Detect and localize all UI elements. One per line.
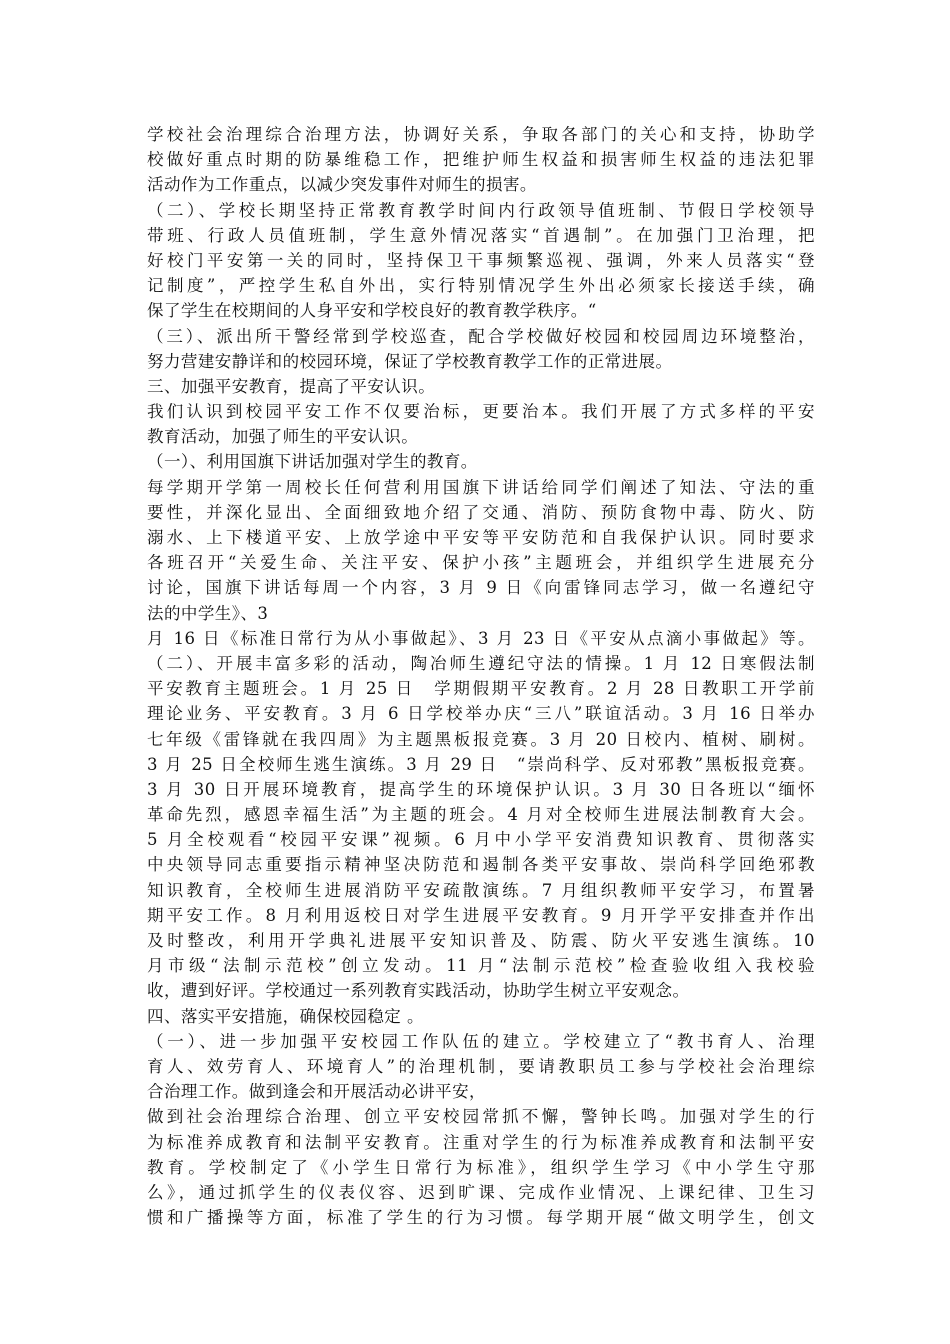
- text-line: 收，遭到好评。学校通过一系列教育实践活动，协助学生树立平安观念。: [147, 981, 690, 1001]
- text-line: 为标准养成教育和法制平安教育。注重对学生的行为标准养成教育和法制平安: [147, 1132, 815, 1152]
- text-line: 三、加强平安教育，提高了平安认识。: [147, 376, 436, 396]
- text-line: 带班、行政人员值班制，学生意外情况落实“首遇制”。在加强门卫治理，把: [147, 225, 815, 245]
- text-line: 各班召开“关爱生命、关注平安、保护小孩”主题班会，并组织学生进展充分: [147, 553, 815, 573]
- text-line: 要性，并深化显出、全面细致地介绍了交通、消防、预防食物中毒、防火、防: [147, 502, 815, 522]
- text-line: 学校社会治理综合治理方法，协调好关系，争取各部门的关心和支持，协助学: [147, 125, 815, 144]
- text-line: 法的中学生》、3: [147, 603, 269, 623]
- text-line: 平安教育主题班会。1 月 25 日 学期假期平安教育。2 月 28 日教职工开学前: [147, 679, 815, 699]
- text-line: 校做好重点时期的防暴维稳工作，把维护师生权益和损害师生权益的违法犯罪: [147, 150, 815, 170]
- text-line: （一）、利用国旗下讲话加强对学生的教育。: [147, 452, 478, 472]
- text-line: 每学期开学第一周校长任何营利用国旗下讲话给同学们阐述了知法、守法的重: [147, 477, 815, 497]
- text-line: 月 16 日《标准日常行为从小事做起》、3 月 23 日《平安从点滴小事做起》等。: [147, 628, 815, 648]
- text-line: 惯和广播操等方面，标准了学生的行为习惯。每学期开展“做文明学生，创文: [147, 1208, 815, 1228]
- text-line: 中央领导同志重要指示精神坚决防范和遏制各类平安事故、崇尚科学回绝邪教: [147, 855, 815, 875]
- text-line: 理论业务、平安教育。3 月 6 日学校举办庆“三八”联谊活动。3 月 16 日举办: [147, 704, 815, 724]
- text-line: 我们认识到校园平安工作不仅要治标，更要治本。我们开展了方式多样的平安: [147, 402, 815, 422]
- text-line: 3 月 30 日开展环境教育，提高学生的环境保护认识。3 月 30 日各班以“缅怀: [147, 779, 815, 799]
- text-line: 教育活动，加强了师生的平安认识。: [147, 427, 419, 447]
- text-line: 记制度”，严控学生私自外出，实行特别情况学生外出必须家长接送手续，确: [147, 276, 815, 296]
- text-line: 溺水、上下楼道平安、上放学途中平安等平安防范和自我保护认识。同时要求: [147, 528, 815, 547]
- text-line: 么》，通过抓学生的仪表仪容、迟到旷课、完成作业情况、上课纪律、卫生习: [147, 1182, 815, 1202]
- text-line: （二）、开展丰富多彩的活动，陶冶师生遵纪守法的情操。1 月 12 日寒假法制: [147, 653, 815, 673]
- text-line: 保了学生在校期间的人身平安和学校良好的教育教学秩序。“: [147, 301, 597, 321]
- text-line: 知识教育，全校师生进展消防平安疏散演练。7 月组织教师平安学习，布置暑: [147, 880, 815, 900]
- text-line: （二）、学校长期坚持正常教育教学时间内行政领导值班制、节假日学校领导: [147, 200, 815, 220]
- text-line: （一）、进一步加强平安校园工作队伍的建立。学校建立了“教书育人、治理: [147, 1031, 815, 1051]
- text-line: 3 月 25 日全校师生逃生演练。3 月 29 日 “崇尚科学、反对邪教”黑板报竞赛。: [147, 754, 815, 774]
- text-line: 月市级“法制示范校”创立发动。11 月“法制示范校”检查验收组入我校验: [147, 956, 815, 976]
- text-line: 革命先烈，感恩幸福生活”为主题的班会。4 月对全校师生进展法制教育大会。: [147, 805, 815, 825]
- text-line: 好校门平安第一关的同时，坚持保卫干事频繁巡视、强调，外来人员落实“登: [147, 250, 815, 270]
- text-line: 讨论，国旗下讲话每周一个内容，3 月 9 日《向雷锋同志学习，做一名遵纪守: [147, 578, 815, 598]
- text-line: 期平安工作。8 月利用返校日对学生进展平安教育。9 月开学平安排查并作出: [147, 905, 815, 925]
- text-line: 努力营建安静详和的校园环境，保证了学校教育教学工作的正常进展。: [147, 351, 673, 371]
- text-line: （三）、派出所干警经常到学校巡查，配合学校做好校园和校园周边环境整治，: [147, 326, 815, 346]
- text-line: 四、落实平安措施，确保校园稳定 。: [147, 1006, 424, 1026]
- text-line: 活动作为工作重点，以减少突发事件对师生的损害。: [147, 175, 537, 195]
- document-body: [147, 122, 815, 1230]
- text-line: 育人、效劳育人、环境育人”的治理机制，要请教职员工参与学校社会治理综: [147, 1056, 815, 1076]
- text-line: 教育。学校制定了《小学生日常行为标准》，组织学生学习《中小学生守那: [147, 1157, 815, 1177]
- text-line: 七年级《雷锋就在我四周》为主题黑板报竞赛。3 月 20 日校内、植树、刷树。: [147, 729, 815, 749]
- text-line: 合治理工作。做到逢会和开展活动必讲平安，: [147, 1082, 486, 1102]
- text-line: 5 月全校观看“校园平安课”视频。6 月中小学平安消费知识教育、贯彻落实: [147, 830, 815, 850]
- text-line: 做到社会治理综合治理、创立平安校园常抓不懈，警钟长鸣。加强对学生的行: [147, 1107, 815, 1127]
- text-line: 及时整改，利用开学典礼进展平安知识普及、防震、防火平安逃生演练。10: [147, 931, 815, 950]
